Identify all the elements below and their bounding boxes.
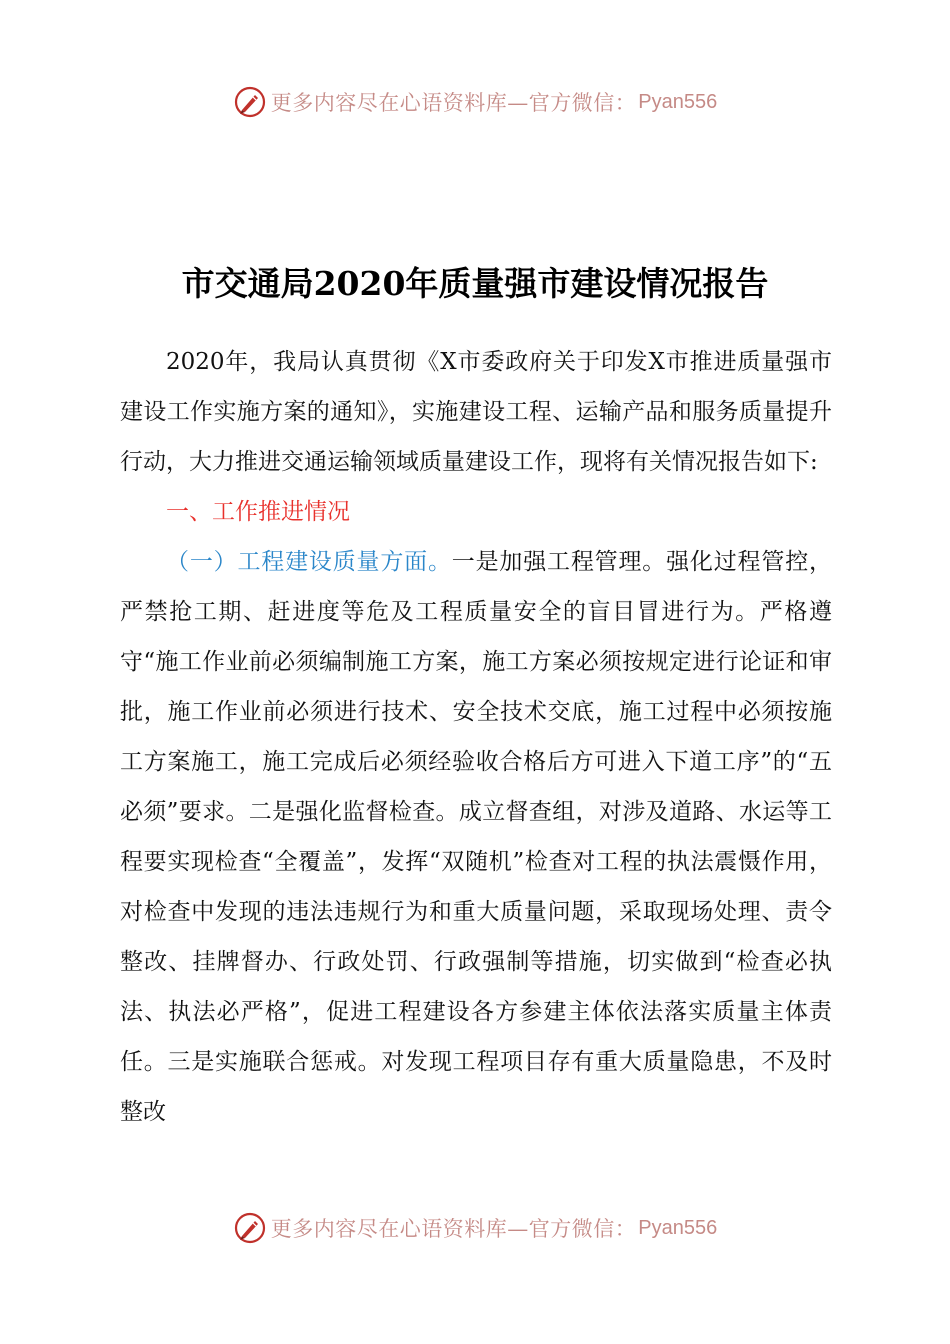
intro-paragraph: 2020年，我局认真贯彻《X市委政府关于印发X市推进质量强市建设工作实施方案的通知》，实施建设工程、运输产品和服务质量提升行动，大力推进交通运输领域质量建设工作，现将有关情况报告如下: — [120, 349, 832, 475]
watermark-text: 更多内容尽在心语资料库—官方微信： — [270, 91, 637, 115]
subsection-1-paragraph — [120, 537, 832, 1137]
footer-watermark — [0, 1206, 950, 1250]
section-1-heading-line — [120, 487, 832, 537]
subsection-1-text: 一是加强工程管理。强化过程管控，严禁抢工期、赶进度等危及工程质量安全的盲目冒进行为。严格遵守“施工作业前必须编制施工方案，施工方案必须按规定进行论证和审批，施工作业前必须进行技术、安全技术交底，施工过程中必须按施工方案施工，施工完成后必须经验收合格后方可进入下道工序”的“五必须”要求。二是强化监督检查。成立督查组，对涉及道路、水运等工程要实现检查“全覆盖”，发挥“双随机”检查对工程的执法震慑作用，对检查中发现的违法违规行为和重大质量问题，采取现场处理、责令整改、挂牌督办、行政处罚、行政强制等措施，切实做到“检查必执法、执法必严格”，促进工程建设各方参建主体依法落实质量主体责任。三是实施联合惩戒。对发现工程项目存有重大质量隐患，不及时整改 — [120, 549, 833, 1125]
subsection-1-heading: （一）工程建设质量方面。 — [166, 549, 452, 575]
pen-logo-icon — [233, 85, 267, 119]
watermark-text: 更多内容尽在心语资料库—官方微信： — [270, 1217, 637, 1241]
watermark-wechat-id: Pyan556 — [638, 90, 718, 113]
document-body — [120, 337, 832, 1137]
header-watermark — [0, 80, 950, 124]
watermark-wechat-id: Pyan556 — [638, 1216, 718, 1239]
section-1-heading: 一、工作推进情况 — [166, 499, 350, 525]
document-title: 市交通局2020年质量强市建设情况报告 — [181, 264, 769, 303]
pen-logo-icon — [233, 1211, 267, 1245]
